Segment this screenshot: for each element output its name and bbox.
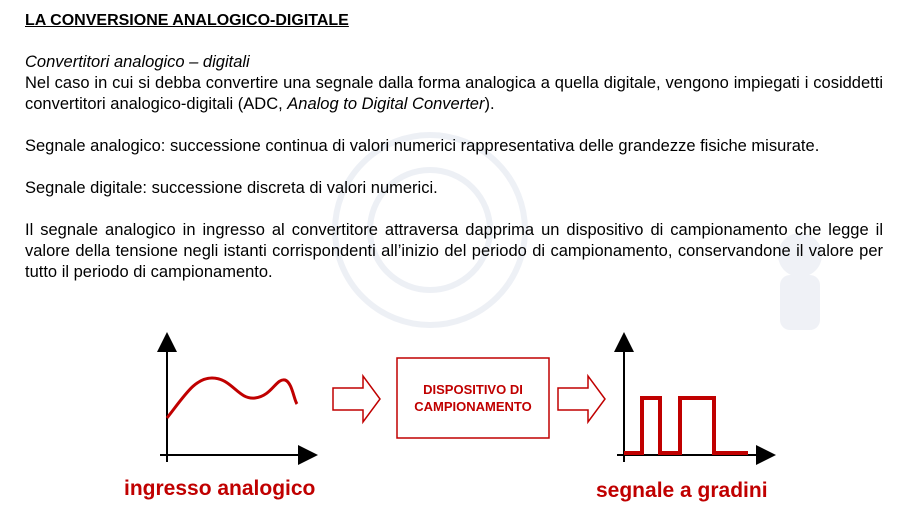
arrow-right-1 xyxy=(333,376,380,422)
paragraph-digital: Segnale digitale: successione discreta di valori numerici. xyxy=(25,179,438,197)
slide-title: LA CONVERSIONE ANALOGICO-DIGITALE xyxy=(25,12,349,29)
analog-axes xyxy=(160,342,308,462)
paragraph-analog: Segnale analogico: successione continua di valori numerici rappresentativa delle grandezze fisiche misurate. xyxy=(25,137,820,155)
step-signal xyxy=(624,398,748,453)
paragraph-sampling: Il segnale analogico in ingresso al convertitore attraversa dapprima un dispositivo di campionamento che legge il valore della tensione negli istanti corrispondenti all’inizio del periodo di campionamento, conservandone il valore per tutto il periodo di campionamento. xyxy=(25,221,883,281)
caption-analog-input: ingresso analogico xyxy=(124,477,316,500)
paragraph-adc: Nel caso in cui si debba convertire una segnale dalla forma analogica a quella digitale, vengono impiegati i cosiddetti convertitori analogico-digitali (ADC, Analog to Digital Converter). xyxy=(25,74,883,113)
section-subtitle: Convertitori analogico – digitali xyxy=(25,53,250,71)
caption-step-signal: segnale a gradini xyxy=(596,479,768,502)
arrow-right-2 xyxy=(558,376,605,422)
analog-wave xyxy=(167,378,297,418)
digital-axes xyxy=(617,342,766,462)
sampling-device-label: DISPOSITIVO DI CAMPIONAMENTO xyxy=(414,382,532,414)
